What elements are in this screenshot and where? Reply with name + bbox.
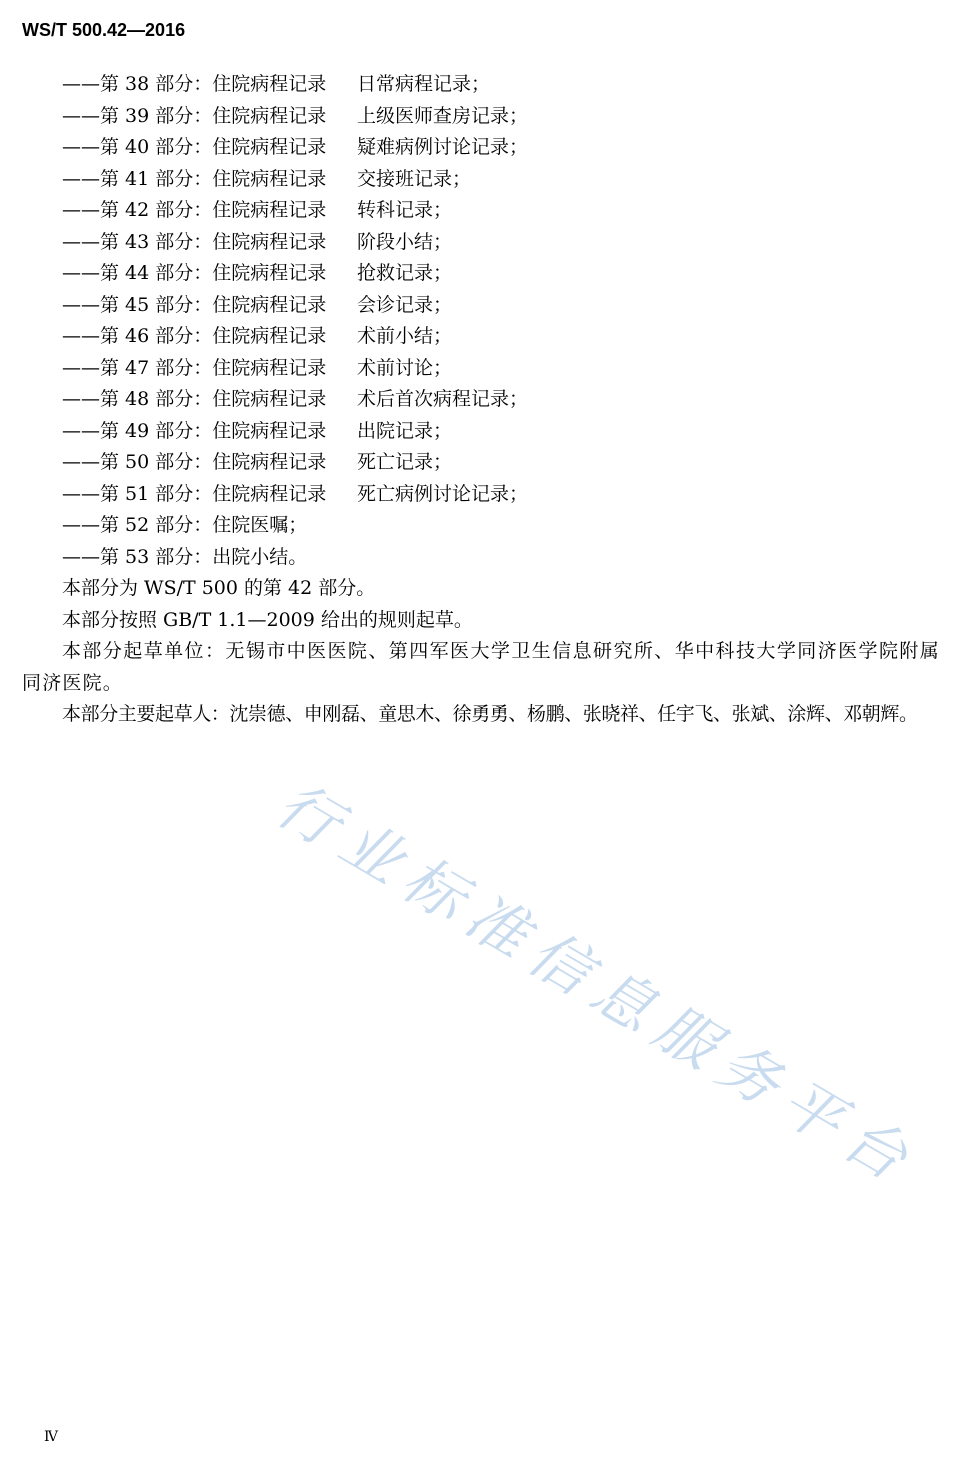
part-list-item [22,101,940,133]
part-label: ——第 48 部分：住院病程记录 [62,388,327,410]
part-list-item [22,258,940,290]
part-list-item [22,69,940,101]
part-list-item [22,132,940,164]
part-list-item [22,164,940,196]
part-subtitle: 上级医师查房记录； [357,104,529,127]
platform-watermark: 行业标准信息服务平台 [264,769,930,1201]
part-subtitle: 抢救记录； [357,262,453,284]
part-list-item [22,321,940,353]
part-subtitle: 死亡记录； [357,451,453,473]
part-list-item [22,290,940,322]
part-label: ——第 51 部分：住院病程记录 [62,482,327,505]
part-label: ——第 45 部分：住院病程记录 [62,293,327,316]
page-number: Ⅳ [44,1429,58,1445]
drafting-units-paragraph: 本部分起草单位：无锡市中医医院、第四军医大学卫生信息研究所、华中科技大学同济医学院附属同济医院。 [22,640,940,694]
part-label: ——第 44 部分：住院病程记录 [62,262,327,284]
part-subtitle: 术前小结； [357,325,453,347]
part-label: ——第 49 部分：住院病程记录 [62,419,327,442]
drafting-rules-paragraph: 本部分按照 GB/T 1.1—2009 给出的规则起草。 [62,608,473,631]
drafters-paragraph: 本部分主要起草人：沈崇德、申刚磊、童思木、徐勇勇、杨鹏、张晓祥、任宇飞、张斌、涂辉、邓朝辉。 [62,703,918,725]
part-label: ——第 53 部分：出院小结。 [62,545,308,568]
part-statement-paragraph: 本部分为 WS/T 500 的第 42 部分。 [62,577,376,599]
part-list-item [22,384,940,416]
part-list-item [22,510,940,542]
part-label: ——第 41 部分：住院病程记录 [62,167,327,190]
part-list-item [22,195,940,227]
part-label: ——第 39 部分：住院病程记录 [62,104,327,127]
document-body [22,69,940,731]
part-label: ——第 42 部分：住院病程记录 [62,199,327,221]
part-subtitle: 术后首次病程记录； [357,388,529,410]
part-list-item [22,353,940,385]
part-list-item [22,227,940,259]
part-label: ——第 50 部分：住院病程记录 [62,451,327,473]
part-subtitle: 死亡病例讨论记录； [357,482,529,505]
part-list-item [22,542,940,574]
part-list-item [22,416,940,448]
part-subtitle: 日常病程记录； [357,73,491,95]
part-list-item [22,479,940,511]
standard-code-header: WS/T 500.42—2016 [22,20,186,40]
part-label: ——第 38 部分：住院病程记录 [62,73,327,95]
part-subtitle: 出院记录； [357,419,453,442]
part-list-item [22,447,940,479]
part-label: ——第 47 部分：住院病程记录 [62,356,327,379]
part-subtitle: 疑难病例讨论记录； [357,136,529,158]
part-subtitle: 会诊记录； [357,293,453,316]
part-label: ——第 43 部分：住院病程记录 [62,230,327,253]
part-subtitle: 阶段小结； [357,230,453,253]
part-label: ——第 40 部分：住院病程记录 [62,136,327,158]
part-subtitle: 交接班记录； [357,167,472,190]
part-label: ——第 46 部分：住院病程记录 [62,325,327,347]
part-subtitle: 转科记录； [357,199,453,221]
part-subtitle: 术前讨论； [357,356,453,379]
part-label: ——第 52 部分：住院医嘱； [62,514,308,536]
